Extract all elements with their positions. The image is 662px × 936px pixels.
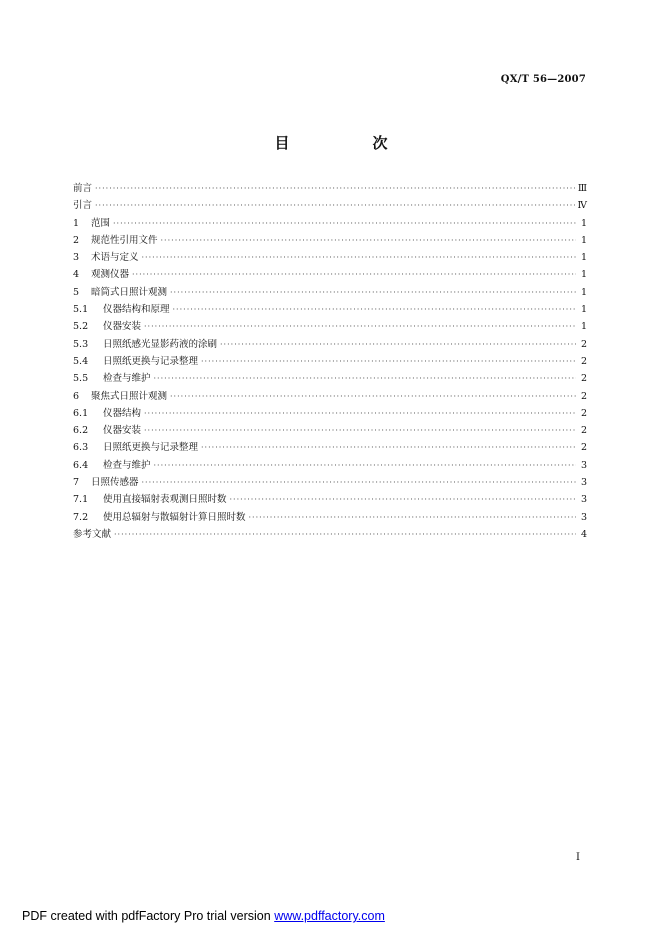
toc-entry[interactable] xyxy=(73,336,587,353)
toc-entry[interactable] xyxy=(73,388,587,405)
toc-entry[interactable] xyxy=(73,249,587,266)
toc-entry-number: 7.2 xyxy=(73,511,89,523)
toc-entry[interactable] xyxy=(73,405,587,422)
toc-leader-dots xyxy=(170,284,576,301)
toc-entry-label: 使用直接辐射表观测日照时数 xyxy=(103,494,227,506)
toc-entry[interactable] xyxy=(73,284,587,301)
toc-entry-label: 仪器结构和原理 xyxy=(103,304,170,316)
toc-entry-page: 2 xyxy=(580,425,587,437)
toc-entry-label: 仪器安装 xyxy=(103,425,142,437)
toc-entry-label: 暗筒式日照计观测 xyxy=(91,286,168,298)
toc-entry-page: Ⅳ xyxy=(577,200,587,212)
toc-entry[interactable] xyxy=(73,232,587,249)
page-number: Ⅰ xyxy=(576,852,580,863)
toc-entry-number: 5.2 xyxy=(73,321,89,333)
toc-entry-number: 6.4 xyxy=(73,459,89,471)
toc-entry-page: 2 xyxy=(580,373,587,385)
toc-entry[interactable] xyxy=(73,318,587,335)
toc-entry[interactable] xyxy=(73,180,587,197)
toc-entry-label: 使用总辐射与散辐射计算日照时数 xyxy=(103,511,246,523)
toc-entry-number: 6.2 xyxy=(73,425,89,437)
toc-leader-dots xyxy=(154,370,576,387)
toc-leader-dots xyxy=(114,526,576,543)
toc-entry-label: 日照纸感光显影药液的涂刷 xyxy=(103,338,218,350)
toc-entry[interactable] xyxy=(73,457,587,474)
toc-leader-dots xyxy=(142,474,576,491)
toc-entry-label: 检查与维护 xyxy=(103,459,151,471)
toc-leader-dots xyxy=(132,266,576,283)
toc-leader-dots xyxy=(142,249,576,266)
toc-entry-number: 6.3 xyxy=(73,442,89,454)
toc-entry-label: 范围 xyxy=(91,217,111,229)
toc-entry-page: Ⅲ xyxy=(577,183,587,194)
toc-entry[interactable] xyxy=(73,422,587,439)
toc-leader-dots xyxy=(161,232,576,249)
toc-entry-label: 参考文献 xyxy=(73,528,112,540)
toc-entry-page: 1 xyxy=(580,252,587,264)
toc-leader-dots xyxy=(144,422,576,439)
toc-leader-dots xyxy=(154,457,576,474)
toc-entry-label: 引言 xyxy=(73,200,93,212)
table-of-contents xyxy=(73,180,587,543)
toc-entry-number: 1 xyxy=(73,217,80,229)
toc-entry[interactable] xyxy=(73,526,587,543)
toc-entry-number: 5.3 xyxy=(73,338,89,350)
toc-entry-page: 3 xyxy=(580,459,587,471)
toc-entry[interactable] xyxy=(73,491,587,508)
toc-entry-number: 6 xyxy=(73,390,80,402)
toc-entry-number: 5.1 xyxy=(73,304,89,316)
toc-leader-dots xyxy=(144,318,576,335)
toc-entry-page: 3 xyxy=(580,477,587,489)
toc-leader-dots xyxy=(230,491,576,508)
pdf-footer xyxy=(22,909,385,923)
toc-entry-page: 2 xyxy=(580,355,587,367)
toc-entry-number: 3 xyxy=(73,252,80,264)
toc-leader-dots xyxy=(95,180,575,197)
toc-entry-page: 1 xyxy=(580,234,587,246)
toc-entry-page: 2 xyxy=(580,390,587,402)
toc-entry-label: 规范性引用文件 xyxy=(91,234,158,246)
toc-entry-page: 1 xyxy=(580,304,587,316)
toc-entry-number: 5.5 xyxy=(73,373,89,385)
toc-leader-dots xyxy=(173,301,576,318)
toc-entry[interactable] xyxy=(73,370,587,387)
standard-code: QX/T 56—2007 xyxy=(500,74,586,85)
toc-entry-page: 1 xyxy=(580,321,587,333)
toc-entry-label: 日照传感器 xyxy=(91,477,139,489)
toc-leader-dots xyxy=(113,215,576,232)
toc-entry-number: 6.1 xyxy=(73,407,89,419)
toc-entry[interactable] xyxy=(73,474,587,491)
toc-entry-number: 4 xyxy=(73,269,80,281)
toc-entry-label: 前言 xyxy=(73,183,93,194)
toc-entry[interactable] xyxy=(73,197,587,214)
toc-entry-label: 检查与维护 xyxy=(103,373,151,385)
toc-entry-label: 日照纸更换与记录整理 xyxy=(103,355,199,367)
pdffactory-link[interactable]: www.pdffactory.com xyxy=(274,909,385,923)
toc-entry-label: 仪器安装 xyxy=(103,321,142,333)
toc-entry-page: 2 xyxy=(580,338,587,350)
toc-leader-dots xyxy=(201,353,576,370)
toc-entry-label: 术语与定义 xyxy=(91,252,139,264)
toc-entry-number: 7 xyxy=(73,477,80,489)
toc-entry-number: 5.4 xyxy=(73,355,89,367)
toc-entry-number: 7.1 xyxy=(73,494,89,506)
toc-leader-dots xyxy=(220,336,576,353)
toc-entry[interactable] xyxy=(73,301,587,318)
toc-entry-label: 观测仪器 xyxy=(91,269,130,281)
toc-entry-label: 日照纸更换与记录整理 xyxy=(103,442,199,454)
toc-leader-dots xyxy=(201,439,576,456)
toc-entry[interactable] xyxy=(73,353,587,370)
toc-entry-page: 1 xyxy=(580,217,587,229)
toc-entry[interactable] xyxy=(73,439,587,456)
toc-entry-page: 2 xyxy=(580,407,587,419)
toc-entry[interactable] xyxy=(73,215,587,232)
toc-entry-label: 仪器结构 xyxy=(103,407,142,419)
footer-text: PDF created with pdfFactory Pro trial version xyxy=(22,909,275,923)
toc-leader-dots xyxy=(144,405,576,422)
toc-entry-page: 1 xyxy=(580,286,587,298)
toc-leader-dots xyxy=(95,197,574,214)
toc-leader-dots xyxy=(170,388,576,405)
toc-entry-page: 3 xyxy=(580,511,587,523)
toc-entry[interactable] xyxy=(73,509,587,526)
toc-entry-page: 4 xyxy=(580,528,587,540)
toc-entry-page: 1 xyxy=(580,269,587,281)
toc-entry[interactable] xyxy=(73,266,587,283)
toc-entry-page: 3 xyxy=(580,494,587,506)
toc-entry-number: 2 xyxy=(73,234,80,246)
toc-entry-label: 聚焦式日照计观测 xyxy=(91,390,168,402)
toc-title: 目 次 xyxy=(274,134,422,152)
toc-entry-page: 2 xyxy=(580,442,587,454)
toc-entry-number: 5 xyxy=(73,286,80,298)
toc-leader-dots xyxy=(249,509,576,526)
